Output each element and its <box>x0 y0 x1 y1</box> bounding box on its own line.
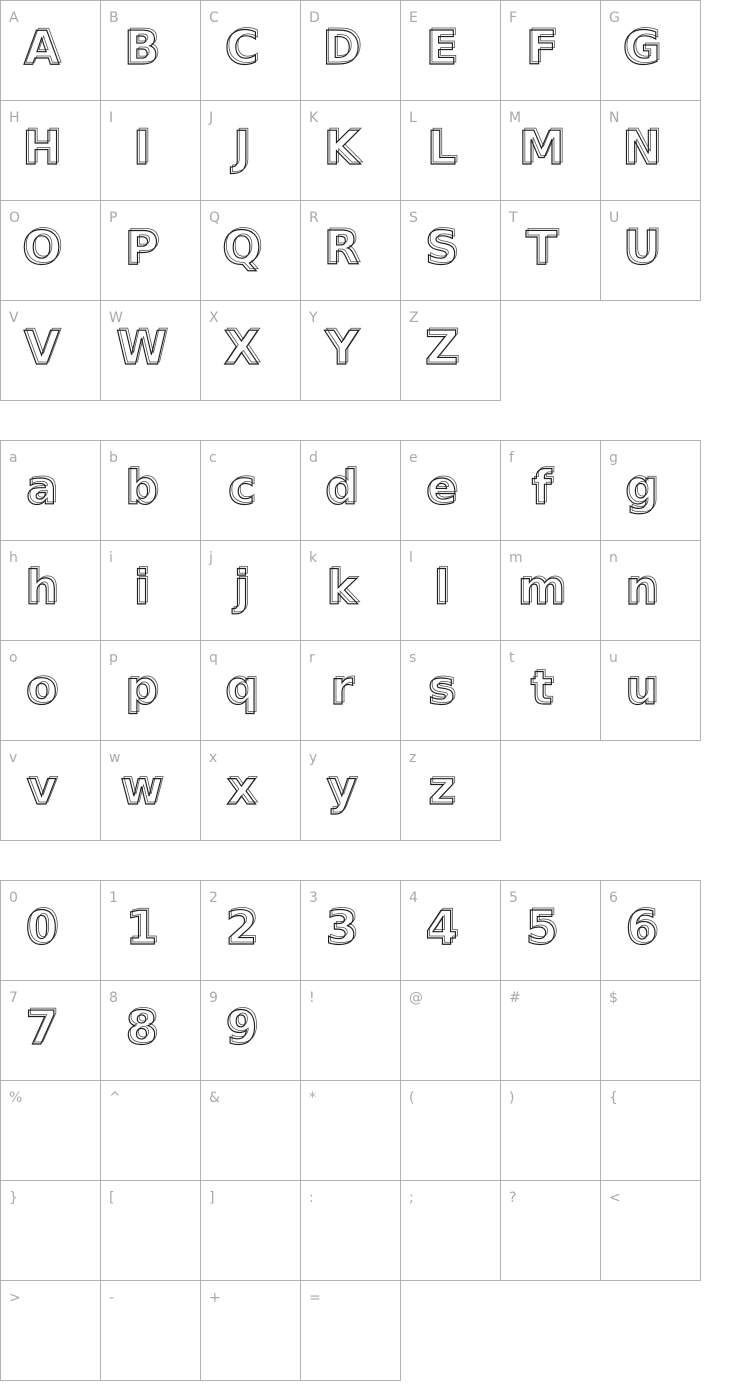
glyph-cell <box>100 880 201 981</box>
cell-glyph: o o <box>26 665 58 711</box>
cell-glyph: y y <box>327 765 357 811</box>
cell-character-label: b <box>109 450 118 466</box>
cell-glyph-area <box>301 641 400 740</box>
cell-character-label: 7 <box>9 990 18 1006</box>
glyph-cell <box>200 1080 301 1181</box>
cell-character-label: 3 <box>309 890 318 906</box>
cell-character-label: ] <box>209 1190 215 1206</box>
cell-character-label: y <box>309 750 318 766</box>
glyph-cell <box>500 540 601 641</box>
cell-glyph: p p <box>125 665 158 711</box>
glyph-cell <box>200 440 301 541</box>
cell-glyph: 1 1 <box>125 905 157 951</box>
glyph-cell <box>400 740 501 841</box>
cell-glyph: 2 2 <box>225 905 257 951</box>
cell-character-label: ^ <box>109 1090 121 1106</box>
cell-character-label: K <box>309 110 319 126</box>
glyph-block-digits-and-symbols <box>0 880 740 1381</box>
cell-character-label: P <box>109 210 118 226</box>
cell-glyph: O O <box>22 225 61 271</box>
glyph-cell <box>100 0 201 101</box>
glyph-cell <box>100 1280 201 1381</box>
cell-character-label: p <box>109 650 118 666</box>
glyph-cell <box>200 880 301 981</box>
cell-character-label: z <box>409 750 417 766</box>
cell-character-label: s <box>409 650 417 666</box>
cell-glyph-area <box>401 541 500 640</box>
glyph-cell <box>0 300 101 401</box>
glyph-cell <box>300 300 401 401</box>
glyph-cell <box>200 640 301 741</box>
cell-glyph: x x <box>227 765 257 811</box>
cell-glyph: Z Z <box>425 325 458 371</box>
glyph-cell <box>400 640 501 741</box>
glyph-cell <box>200 200 301 301</box>
cell-glyph: P P <box>125 225 159 271</box>
cell-character-label: I <box>109 110 114 126</box>
cell-character-label: 2 <box>209 890 218 906</box>
cell-character-label: o <box>9 650 18 666</box>
glyph-row <box>0 1180 740 1281</box>
glyph-cell <box>500 100 601 201</box>
cell-glyph: n n <box>625 565 658 611</box>
cell-glyph: f f <box>531 465 551 511</box>
cell-glyph: 3 3 <box>325 905 357 951</box>
glyph-cell <box>0 640 101 741</box>
cell-glyph: G G <box>623 25 661 71</box>
glyph-cell <box>500 640 601 741</box>
glyph-cell <box>300 0 401 101</box>
glyph-cell <box>100 640 201 741</box>
glyph-cell <box>600 100 701 201</box>
cell-character-label: Y <box>309 310 318 326</box>
glyph-cell <box>600 980 701 1081</box>
cell-glyph: l l <box>434 565 450 611</box>
cell-glyph: I I <box>133 125 150 171</box>
cell-glyph: T T <box>526 225 557 271</box>
cell-character-label: V <box>9 310 19 326</box>
cell-character-label: X <box>209 310 219 326</box>
cell-character-label: 8 <box>109 990 118 1006</box>
cell-character-label: S <box>409 210 418 226</box>
cell-character-label: } <box>9 1190 18 1206</box>
glyph-cell <box>100 980 201 1081</box>
glyph-cell <box>0 980 101 1081</box>
glyph-cell <box>400 1080 501 1181</box>
cell-glyph: z z <box>428 765 455 811</box>
cell-glyph-area <box>501 641 600 740</box>
glyph-cell <box>400 880 501 981</box>
cell-character-label: Q <box>209 210 221 226</box>
glyph-row <box>0 640 740 741</box>
glyph-cell <box>300 980 401 1081</box>
cell-glyph: B B <box>124 25 159 71</box>
cell-character-label: d <box>309 450 318 466</box>
cell-character-label: 5 <box>509 890 518 906</box>
cell-character-label: A <box>9 10 19 26</box>
cell-character-label: 1 <box>109 890 118 906</box>
cell-character-label: ! <box>309 990 315 1006</box>
cell-character-label: f <box>509 450 514 466</box>
cell-glyph: g g <box>625 465 658 511</box>
cell-glyph: 9 9 <box>225 1005 257 1051</box>
glyph-cell <box>100 740 201 841</box>
cell-glyph: 5 5 <box>525 905 557 951</box>
cell-glyph: r r <box>330 665 353 711</box>
glyph-row <box>0 980 740 1081</box>
glyph-cell <box>0 0 101 101</box>
cell-glyph: W W <box>116 325 167 371</box>
glyph-row <box>0 1280 740 1381</box>
cell-character-label: m <box>509 550 523 566</box>
cell-glyph-area <box>201 541 300 640</box>
cell-character-label: 6 <box>609 890 618 906</box>
cell-character-label: ) <box>509 1090 515 1106</box>
cell-character-label: + <box>209 1290 221 1306</box>
cell-glyph: R R <box>324 225 359 271</box>
cell-glyph: e e <box>426 465 457 511</box>
cell-glyph: Q Q <box>222 225 261 271</box>
cell-character-label: & <box>209 1090 220 1106</box>
glyph-cell <box>200 740 301 841</box>
cell-glyph: 6 6 <box>625 905 657 951</box>
cell-character-label: t <box>509 650 515 666</box>
cell-glyph: A A <box>24 25 60 71</box>
cell-glyph-area <box>101 101 200 200</box>
cell-glyph: D D <box>322 25 360 71</box>
glyph-cell <box>0 1080 101 1181</box>
glyph-row <box>0 740 740 841</box>
cell-glyph: K K <box>324 125 360 171</box>
cell-character-label: F <box>509 10 518 26</box>
glyph-cell <box>100 100 201 201</box>
glyph-cell <box>100 1080 201 1181</box>
cell-character-label: : <box>309 1190 314 1206</box>
cell-glyph: v v <box>27 765 57 811</box>
cell-character-label: N <box>609 110 620 126</box>
cell-character-label: D <box>309 10 320 26</box>
glyph-block-lowercase <box>0 440 740 841</box>
cell-character-label: - <box>109 1290 115 1306</box>
cell-glyph: j j <box>234 565 250 611</box>
glyph-cell <box>300 880 401 981</box>
cell-character-label: v <box>9 750 18 766</box>
cell-glyph: C C <box>225 25 259 71</box>
cell-character-label: H <box>9 110 20 126</box>
glyph-cell <box>400 100 501 201</box>
glyph-row <box>0 440 740 541</box>
glyph-row <box>0 0 740 101</box>
cell-glyph: s s <box>428 665 455 711</box>
cell-character-label: 4 <box>409 890 418 906</box>
cell-character-label: Z <box>409 310 419 326</box>
glyph-cell <box>200 540 301 641</box>
cell-character-label: $ <box>609 990 618 1006</box>
cell-character-label: T <box>509 210 518 226</box>
cell-character-label: k <box>309 550 318 566</box>
cell-glyph: M M <box>519 125 565 171</box>
glyph-cell <box>400 0 501 101</box>
glyph-cell <box>200 0 301 101</box>
glyph-cell <box>0 740 101 841</box>
cell-character-label: < <box>609 1190 621 1206</box>
cell-glyph: k k <box>326 565 357 611</box>
cell-character-label: ( <box>409 1090 415 1106</box>
cell-character-label: w <box>109 750 121 766</box>
cell-glyph: d d <box>325 465 358 511</box>
glyph-cell <box>300 200 401 301</box>
glyph-row <box>0 880 740 981</box>
glyph-cell <box>600 640 701 741</box>
cell-glyph: L L <box>427 125 456 171</box>
cell-glyph: 4 4 <box>425 905 457 951</box>
cell-glyph: Y Y <box>325 325 358 371</box>
glyph-cell <box>500 200 601 301</box>
cell-glyph: m m <box>518 565 566 611</box>
cell-character-label: ; <box>409 1190 414 1206</box>
cell-glyph: 0 0 <box>25 905 57 951</box>
glyph-cell <box>0 100 101 201</box>
cell-glyph: N N <box>622 125 661 171</box>
cell-character-label: % <box>9 1090 23 1106</box>
cell-glyph: t t <box>531 665 553 711</box>
glyph-cell <box>600 440 701 541</box>
cell-glyph: i i <box>134 565 150 611</box>
cell-glyph: H H <box>22 125 61 171</box>
cell-character-label: u <box>609 650 618 666</box>
glyph-cell <box>400 980 501 1081</box>
cell-character-label: O <box>9 210 21 226</box>
glyph-cell <box>500 880 601 981</box>
cell-character-label: x <box>209 750 218 766</box>
glyph-cell <box>100 300 201 401</box>
cell-character-label: B <box>109 10 119 26</box>
cell-glyph: b b <box>125 465 158 511</box>
glyph-row <box>0 200 740 301</box>
glyph-cell <box>200 1180 301 1281</box>
cell-glyph: J J <box>233 125 250 171</box>
glyph-cell <box>0 1180 101 1281</box>
glyph-cell <box>300 1280 401 1381</box>
cell-character-label: ? <box>509 1190 517 1206</box>
glyph-row <box>0 100 740 201</box>
glyph-cell <box>400 1180 501 1281</box>
cell-glyph-area <box>101 541 200 640</box>
glyph-cell <box>400 440 501 541</box>
cell-character-label: 0 <box>9 890 18 906</box>
glyph-cell <box>300 100 401 201</box>
glyph-cell <box>0 440 101 541</box>
cell-character-label: j <box>209 550 213 566</box>
glyph-cell <box>200 100 301 201</box>
glyph-cell <box>500 980 601 1081</box>
cell-character-label: i <box>109 550 113 566</box>
cell-glyph: 7 7 <box>25 1005 57 1051</box>
cell-character-label: { <box>609 1090 618 1106</box>
glyph-cell <box>300 1080 401 1181</box>
cell-glyph-area <box>501 441 600 540</box>
glyph-cell <box>0 540 101 641</box>
cell-glyph: a a <box>26 465 57 511</box>
glyph-cell <box>200 980 301 1081</box>
glyph-cell <box>500 1080 601 1181</box>
cell-character-label: # <box>509 990 521 1006</box>
cell-character-label: R <box>309 210 319 226</box>
glyph-cell <box>300 440 401 541</box>
glyph-cell <box>500 440 601 541</box>
cell-glyph: E E <box>426 25 457 71</box>
cell-glyph-area <box>201 101 300 200</box>
glyph-cell <box>400 300 501 401</box>
cell-glyph: X X <box>224 325 259 371</box>
cell-glyph: c c <box>228 465 255 511</box>
glyph-cell <box>600 880 701 981</box>
glyph-cell <box>100 1180 201 1281</box>
cell-character-label: [ <box>109 1190 115 1206</box>
glyph-cell <box>600 0 701 101</box>
cell-character-label: @ <box>409 990 423 1006</box>
cell-character-label: = <box>309 1290 321 1306</box>
cell-glyph: w w <box>120 765 163 811</box>
glyph-cell <box>300 640 401 741</box>
glyph-cell <box>600 1180 701 1281</box>
glyph-cell <box>100 200 201 301</box>
glyph-cell <box>100 440 201 541</box>
glyph-cell <box>500 1180 601 1281</box>
glyph-cell <box>600 200 701 301</box>
cell-glyph: V V <box>24 325 60 371</box>
glyph-cell <box>0 1280 101 1381</box>
cell-glyph: 8 8 <box>125 1005 157 1051</box>
glyph-cell <box>200 1280 301 1381</box>
cell-glyph: u u <box>625 665 658 711</box>
cell-character-label: W <box>109 310 123 326</box>
cell-glyph: F F <box>526 25 557 71</box>
glyph-cell <box>600 1080 701 1181</box>
cell-character-label: 9 <box>209 990 218 1006</box>
glyph-cell <box>500 0 601 101</box>
cell-glyph: U U <box>623 225 660 271</box>
cell-character-label: c <box>209 450 217 466</box>
cell-character-label: > <box>9 1290 21 1306</box>
glyph-cell <box>100 540 201 641</box>
glyph-cell <box>200 300 301 401</box>
glyph-row <box>0 540 740 641</box>
glyph-cell <box>300 540 401 641</box>
glyph-cell <box>400 540 501 641</box>
glyph-block-uppercase <box>0 0 740 401</box>
cell-character-label: G <box>609 10 620 26</box>
cell-character-label: e <box>409 450 418 466</box>
cell-glyph: S S <box>425 225 458 271</box>
cell-character-label: C <box>209 10 219 26</box>
cell-character-label: a <box>9 450 18 466</box>
glyph-cell <box>300 740 401 841</box>
cell-glyph: h h <box>25 565 58 611</box>
cell-character-label: r <box>309 650 315 666</box>
cell-character-label: l <box>409 550 413 566</box>
cell-character-label: h <box>9 550 18 566</box>
glyph-cell <box>300 1180 401 1281</box>
glyph-cell <box>0 200 101 301</box>
glyph-cell <box>400 200 501 301</box>
cell-glyph: q q <box>225 665 258 711</box>
cell-character-label: g <box>609 450 618 466</box>
glyph-cell <box>0 880 101 981</box>
cell-character-label: L <box>409 110 417 126</box>
cell-character-label: J <box>209 110 214 126</box>
glyph-row <box>0 1080 740 1181</box>
glyph-row <box>0 300 740 401</box>
cell-character-label: q <box>209 650 218 666</box>
cell-character-label: E <box>409 10 418 26</box>
glyph-cell <box>600 540 701 641</box>
cell-character-label: M <box>509 110 522 126</box>
cell-character-label: U <box>609 210 620 226</box>
cell-character-label: * <box>309 1090 316 1106</box>
cell-character-label: n <box>609 550 618 566</box>
